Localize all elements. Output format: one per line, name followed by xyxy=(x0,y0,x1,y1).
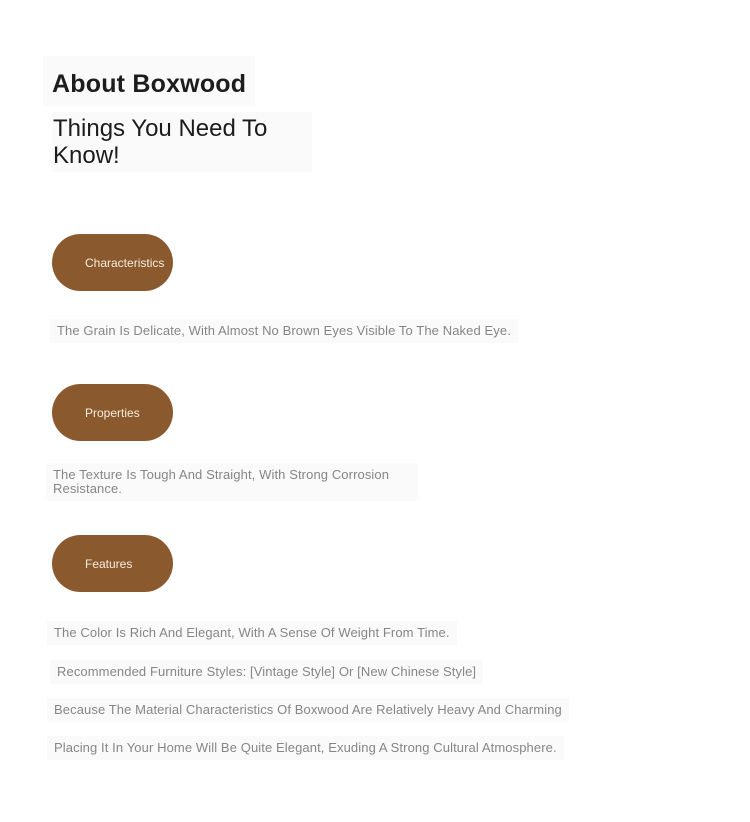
properties-button-label: Properties xyxy=(85,405,140,420)
characteristics-button[interactable] xyxy=(52,234,173,291)
characteristics-button-label: Characteristics xyxy=(85,255,165,270)
features-text-styles: Recommended Furniture Styles: [Vintage Style] Or [New Chinese Style] xyxy=(50,660,483,684)
features-text-home: Placing It In Your Home Will Be Quite Elegant, Exuding A Strong Cultural Atmosphere. xyxy=(47,736,564,760)
features-button[interactable] xyxy=(52,535,173,592)
characteristics-text: The Grain Is Delicate, With Almost No Brown Eyes Visible To The Naked Eye. xyxy=(50,319,518,343)
properties-button[interactable] xyxy=(52,384,173,441)
page-title: About Boxwood xyxy=(52,70,247,98)
properties-text: The Texture Is Tough And Straight, With Strong Corrosion Resistance. xyxy=(46,463,418,501)
page-subtitle: Things You Need To Know! xyxy=(53,115,268,169)
features-text-material: Because The Material Characteristics Of Boxwood Are Relatively Heavy And Charming xyxy=(47,698,569,722)
features-button-label: Features xyxy=(85,556,133,571)
features-text-color: The Color Is Rich And Elegant, With A Sense Of Weight From Time. xyxy=(47,621,457,645)
